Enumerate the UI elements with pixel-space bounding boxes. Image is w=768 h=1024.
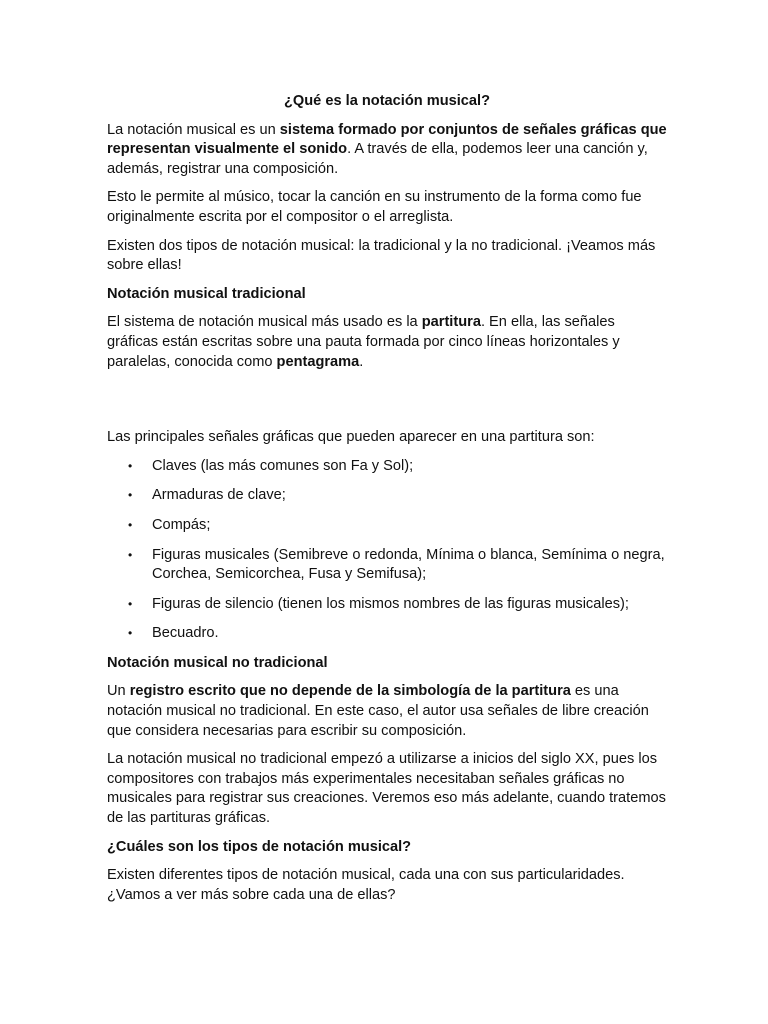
heading-non-traditional: Notación musical no tradicional: [107, 654, 328, 671]
bullet-icon: •: [128, 517, 133, 532]
registro-bold: registro escrito que no depende de la simbología de la partitura: [129, 683, 571, 700]
registro-text-end: es una notación musical no tradicional. En este caso, el autor usa señales de libre creación que considera necesarias para escribir su composición.: [107, 683, 649, 739]
list-item-text: Claves (las más comunes son Fa y Sol);: [152, 457, 414, 474]
intro-text-start: La notación musical es un: [107, 121, 280, 138]
partitura-text-start: El sistema de notación musical más usado es la: [107, 314, 422, 331]
blank-space: [107, 381, 667, 428]
graphic-signs-list: [107, 457, 667, 644]
bullet-icon: •: [128, 488, 133, 503]
list-item-text: Figuras de silencio (tienen los mismos nombres de las figuras musicales);: [152, 595, 629, 612]
paragraph-musician: Esto le permite al músico, tocar la canción en su instrumento de la forma como fue originalmente escrita por el compositor o el arreglista.: [107, 189, 642, 225]
registro-text-start: Un: [107, 683, 130, 700]
document-page: [107, 92, 667, 914]
paragraph-tipos: Existen diferentes tipos de notación musical, cada una con sus particularidades. ¿Vamos a ver más sobre cada una de ellas?: [107, 867, 625, 903]
bullet-icon: •: [128, 547, 133, 562]
list-item: [107, 595, 667, 615]
bullet-icon: •: [128, 596, 133, 611]
document-title: ¿Qué es la notación musical?: [284, 93, 490, 109]
list-item: [107, 546, 667, 585]
heading-types: ¿Cuáles son los tipos de notación musical?: [107, 838, 412, 855]
list-item: [107, 516, 667, 536]
partitura-text-mid: . En ella, las señales gráficas están escritas sobre una pauta formada por cinco líneas horizontales y paralelas, conocida como: [107, 314, 620, 370]
list-item: [107, 457, 667, 477]
partitura-bold: partitura: [421, 314, 481, 331]
intro-paragraph: [107, 121, 667, 180]
paragraph-partitura: [107, 313, 667, 372]
list-item: [107, 486, 667, 506]
pentagrama-bold: pentagrama: [276, 353, 360, 370]
heading-traditional: Notación musical tradicional: [107, 285, 306, 302]
paragraph-siglo-xx: La notación musical no tradicional empezó a utilizarse a inicios del siglo XX, pues los compositores con trabajos más experimentales necesitaban señales gráficas no musicales para registrar sus creaciones. Veremos eso más adelante, cuando tratemos de las partituras gráficas.: [107, 751, 666, 827]
intro-text-end: . A través de ella, podemos leer una canción y, además, registrar una composición.: [107, 141, 648, 177]
bullet-icon: •: [128, 626, 133, 641]
list-item-text: Compás;: [152, 516, 211, 533]
bullet-icon: •: [128, 458, 133, 473]
partitura-text-end: .: [359, 353, 364, 370]
list-item-text: Armaduras de clave;: [152, 487, 286, 504]
list-item-text: Figuras musicales (Semibreve o redonda, Mínima o blanca, Semínima o negra, Corchea, Semicorchea, Fusa y Semifusa);: [152, 546, 665, 583]
paragraph-types: Existen dos tipos de notación musical: la tradicional y la no tradicional. ¡Veamos más sobre ellas!: [107, 237, 656, 274]
intro-bold-definition: sistema formado por conjuntos de señales gráficas que representan visualmente el sonido: [107, 121, 667, 158]
list-item: [107, 624, 667, 644]
list-intro: Las principales señales gráficas que pueden aparecer en una partitura son:: [107, 429, 595, 446]
list-item-text: Becuadro.: [152, 625, 219, 642]
paragraph-registro: [107, 682, 667, 741]
